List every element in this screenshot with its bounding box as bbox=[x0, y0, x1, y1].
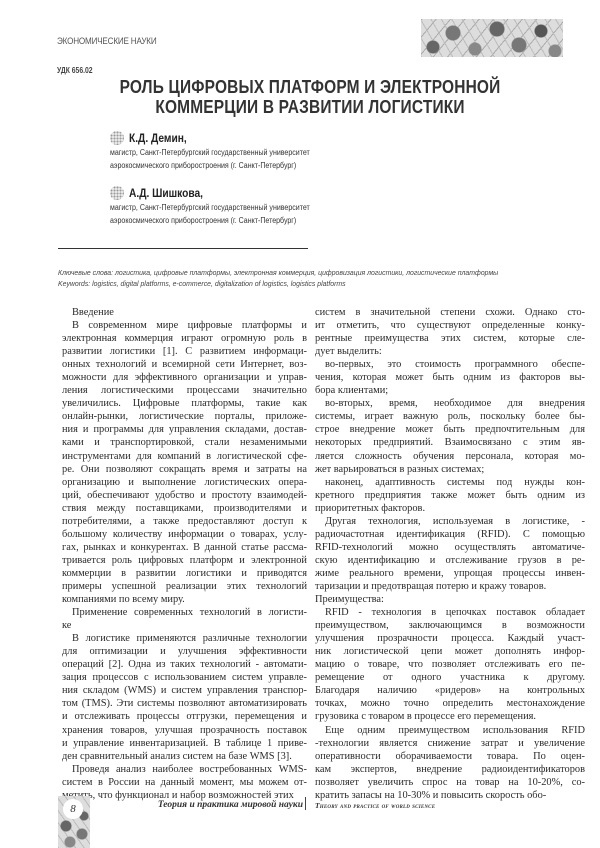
paragraph-line: строе внедрение может быть предпочтительным для bbox=[315, 423, 585, 436]
paragraph-line: потребителями, а также предоставляют доступ к bbox=[62, 515, 307, 528]
paragraph-line: увеличились. Цифровые платформы, такие как bbox=[62, 397, 307, 410]
body-column-right bbox=[315, 306, 585, 802]
paragraph-line: грузовика с товаром в процессе его перемещения. bbox=[315, 710, 585, 723]
author-bullet-icon bbox=[110, 131, 124, 145]
paragraph-line: приоритетных факторов. bbox=[315, 502, 585, 515]
paragraph-line: кретного предприятия также может быть одним из bbox=[315, 489, 585, 502]
paragraph-line: RFID-технологий можно осуществлять автоматиче- bbox=[315, 541, 585, 554]
paragraph-line: дует выделить: bbox=[315, 345, 585, 358]
paragraph-line: и отслеживать процессы отгрузки, перемещения и bbox=[62, 710, 307, 723]
author-name: К.Д. Демин, bbox=[129, 131, 187, 145]
journal-title-en: Theory and practice of world science bbox=[315, 801, 435, 810]
paragraph-line: Применение современных технологий в логисти- bbox=[62, 606, 307, 619]
header-decorative-image bbox=[421, 19, 563, 57]
paragraph-line: В логистике применяются различные технологии bbox=[62, 632, 307, 645]
author-bullet-icon bbox=[110, 186, 124, 200]
paragraph-line: ций, обеспечивают удобство и простоту взаимодей- bbox=[62, 489, 307, 502]
paragraph-line: ник логистической цепи может дополнять инфор- bbox=[315, 645, 585, 658]
paragraph-line: ке bbox=[62, 619, 307, 632]
paragraph-line: Преимущества: bbox=[315, 593, 585, 606]
author-affiliation: аэрокосмического приборостроения (г. Санкт-Петербург) bbox=[110, 160, 296, 173]
paragraph-line: ит отметить, что существуют определенные конку- bbox=[315, 319, 585, 332]
paragraph-line: развитии логистики [1]. С развитием информаци- bbox=[62, 345, 307, 358]
paragraph-line: скую идентификацию и отслеживание грузов в ре- bbox=[315, 554, 585, 567]
paragraph-line: операций [2]. Одна из таких технологий - автомати- bbox=[62, 658, 307, 671]
paragraph-line: ления логистическими процессами значительно bbox=[62, 384, 307, 397]
paragraph-line: большому количеству информации о товарах, услу- bbox=[62, 528, 307, 541]
paragraph-line: во-первых, это стоимость программного обеспе- bbox=[315, 358, 585, 371]
paragraph-line: инструментами для компаний в логистической сфе- bbox=[62, 450, 307, 463]
paragraph-line: RFID - технология в цепочках поставок обладает bbox=[315, 606, 585, 619]
paragraph-line: чения, которая может быть одним из факторов вы- bbox=[315, 371, 585, 384]
paragraph-line: коммерции в развитии логистики и приводятся bbox=[62, 567, 307, 580]
paragraph-line: Другая технология, используемая в логистике, - bbox=[315, 515, 585, 528]
paragraph-line: мацию о товаре, что позволяет отслеживать его пе- bbox=[315, 658, 585, 671]
section-label: ЭКОНОМИЧЕСКИЕ НАУКИ bbox=[57, 36, 156, 46]
paragraph-line: и управление инвентаризацией. В таблице 1 приве- bbox=[62, 737, 307, 750]
paragraph-line: ками и транспортировкой, стали незаменимыми bbox=[62, 436, 307, 449]
page-number: 8 bbox=[63, 799, 83, 819]
paragraph-line: таризации и предотвращая потерю и кражу товаров. bbox=[315, 580, 585, 593]
udk-code: УДК 656.02 bbox=[57, 66, 93, 75]
paragraph-line: оперативности оборачиваемости товара. По оцен- bbox=[315, 750, 585, 763]
paragraph-line: для оптимизации и улучшения эффективности bbox=[62, 645, 307, 658]
paragraph-line: электронная коммерция играют огромную роль в bbox=[62, 332, 307, 345]
author-name: А.Д. Шишкова, bbox=[129, 186, 203, 200]
paragraph-line: тривается роль цифровых платформ и электронной bbox=[62, 554, 307, 567]
paragraph-line: систем в России на данный момент, мы можем от- bbox=[62, 776, 307, 789]
paragraph-line: ре. Они позволяют сокращать время и затраты на bbox=[62, 463, 307, 476]
author-affiliation: аэрокосмического приборостроения (г. Санкт-Петербург) bbox=[110, 215, 296, 228]
paragraph-line: организацию и выполнение логистических опера- bbox=[62, 476, 307, 489]
paragraph-line: кам экспертов, внедрение радиоидентификаторов bbox=[315, 763, 585, 776]
divider bbox=[58, 248, 308, 249]
paragraph-line: Еще одним преимуществом использования RFID bbox=[315, 724, 585, 737]
paragraph-line: метить, что функционал и набор возможностей этих bbox=[62, 789, 307, 802]
paragraph-line: жиме реального времени, упрощая процессы инвен- bbox=[315, 567, 585, 580]
keywords-en: Keywords: logistics, digital platforms, e-commerce, digitalization of logistics, logistics platforms bbox=[58, 278, 498, 289]
author-affiliation: магистр, Санкт-Петербургский государственный университет bbox=[110, 147, 310, 160]
paragraph-line: некоторых предприятий. Взаимосвязано с этим яв- bbox=[315, 436, 585, 449]
article-title: РОЛЬ ЦИФРОВЫХ ПЛАТФОРМ И ЭЛЕКТРОННОЙ КОММЕРЦИИ В РАЗВИТИИ ЛОГИСТИКИ bbox=[78, 77, 542, 117]
paragraph-line: том (TMS). Эти системы позволяют автоматизировать bbox=[62, 697, 307, 710]
paragraph-line: бора клиентами; bbox=[315, 384, 585, 397]
paragraph-line: ден сравнительный анализ систем на базе WMS [3]. bbox=[62, 750, 307, 763]
paragraph-line: хранения товаров, улучшая прозрачность поставок bbox=[62, 724, 307, 737]
paragraph-line: ния и программы для управления складами, достав- bbox=[62, 423, 307, 436]
paragraph-line: онных технологий и всемирной сети Интернет, воз- bbox=[62, 358, 307, 371]
paragraph-line: точках, можно точно определить местонахождение bbox=[315, 697, 585, 710]
journal-title-ru: Теория и практика мировой науки bbox=[135, 800, 303, 810]
paragraph-line: наконец, адаптивность системы под нужды кон- bbox=[315, 476, 585, 489]
footer-separator bbox=[305, 797, 306, 810]
keywords-ru: Ключевые слова: логистика, цифровые платформы, электронная коммерция, цифровизация логистики, логистические платформы bbox=[58, 267, 498, 278]
paragraph-line: гах, рынках и конкурентах. В данной статье рассма- bbox=[62, 541, 307, 554]
paragraph-line: Проведя анализ наиболее востребованных WMS- bbox=[62, 763, 307, 776]
keywords bbox=[58, 267, 498, 289]
paragraph-line: ляется сложность обучения персонала, которая мо- bbox=[315, 450, 585, 463]
paragraph-line: Введение bbox=[62, 306, 307, 319]
paragraph-line: рентные преимущества этих систем, которые сле- bbox=[315, 332, 585, 345]
paragraph-line: примеры успешной реализации этих технологий bbox=[62, 580, 307, 593]
paragraph-line: радиочастотная идентификация (RFID). С помощью bbox=[315, 528, 585, 541]
paragraph-line: систем в значительной степени схожи. Однако сто- bbox=[315, 306, 585, 319]
paragraph-line: улучшения прозрачности процесса. Каждый участ- bbox=[315, 632, 585, 645]
paragraph-line: во-вторых, время, необходимое для внедрения bbox=[315, 397, 585, 410]
paragraph-line: можности для эффективного организации и управ- bbox=[62, 371, 307, 384]
author-affiliation: магистр, Санкт-Петербургский государственный университет bbox=[110, 202, 310, 215]
paragraph-line: ствия между поставщиками, производителями и bbox=[62, 502, 307, 515]
paragraph-line: Благодаря наличию «ридеров» на контрольных bbox=[315, 684, 585, 697]
paragraph-line: -технологии является снижение затрат и увеличение bbox=[315, 737, 585, 750]
paragraph-line: системы, играет важную роль, поскольку более бы- bbox=[315, 410, 585, 423]
paragraph-line: кратить запасы на 10-30% и повысить скорость обо- bbox=[315, 789, 585, 802]
paragraph-line: жет варьироваться в разных системах; bbox=[315, 463, 585, 476]
body-column-left bbox=[62, 306, 307, 802]
paragraph-line: зация процессов с использованием систем управле- bbox=[62, 671, 307, 684]
paragraph-line: В современном мире цифровые платформы и bbox=[62, 319, 307, 332]
paragraph-line: преимуществом, заключающимся в возможности bbox=[315, 619, 585, 632]
paragraph-line: ремещение от одного участника к другому. bbox=[315, 671, 585, 684]
paragraph-line: компаниями по всему миру. bbox=[62, 593, 307, 606]
paragraph-line: ния складом (WMS) и систем управления транспор- bbox=[62, 684, 307, 697]
paragraph-line: позволяет увеличить спрос на товар на 10-20%, со- bbox=[315, 776, 585, 789]
paragraph-line: онлайн-рынки, логистические порталы, приложе- bbox=[62, 410, 307, 423]
